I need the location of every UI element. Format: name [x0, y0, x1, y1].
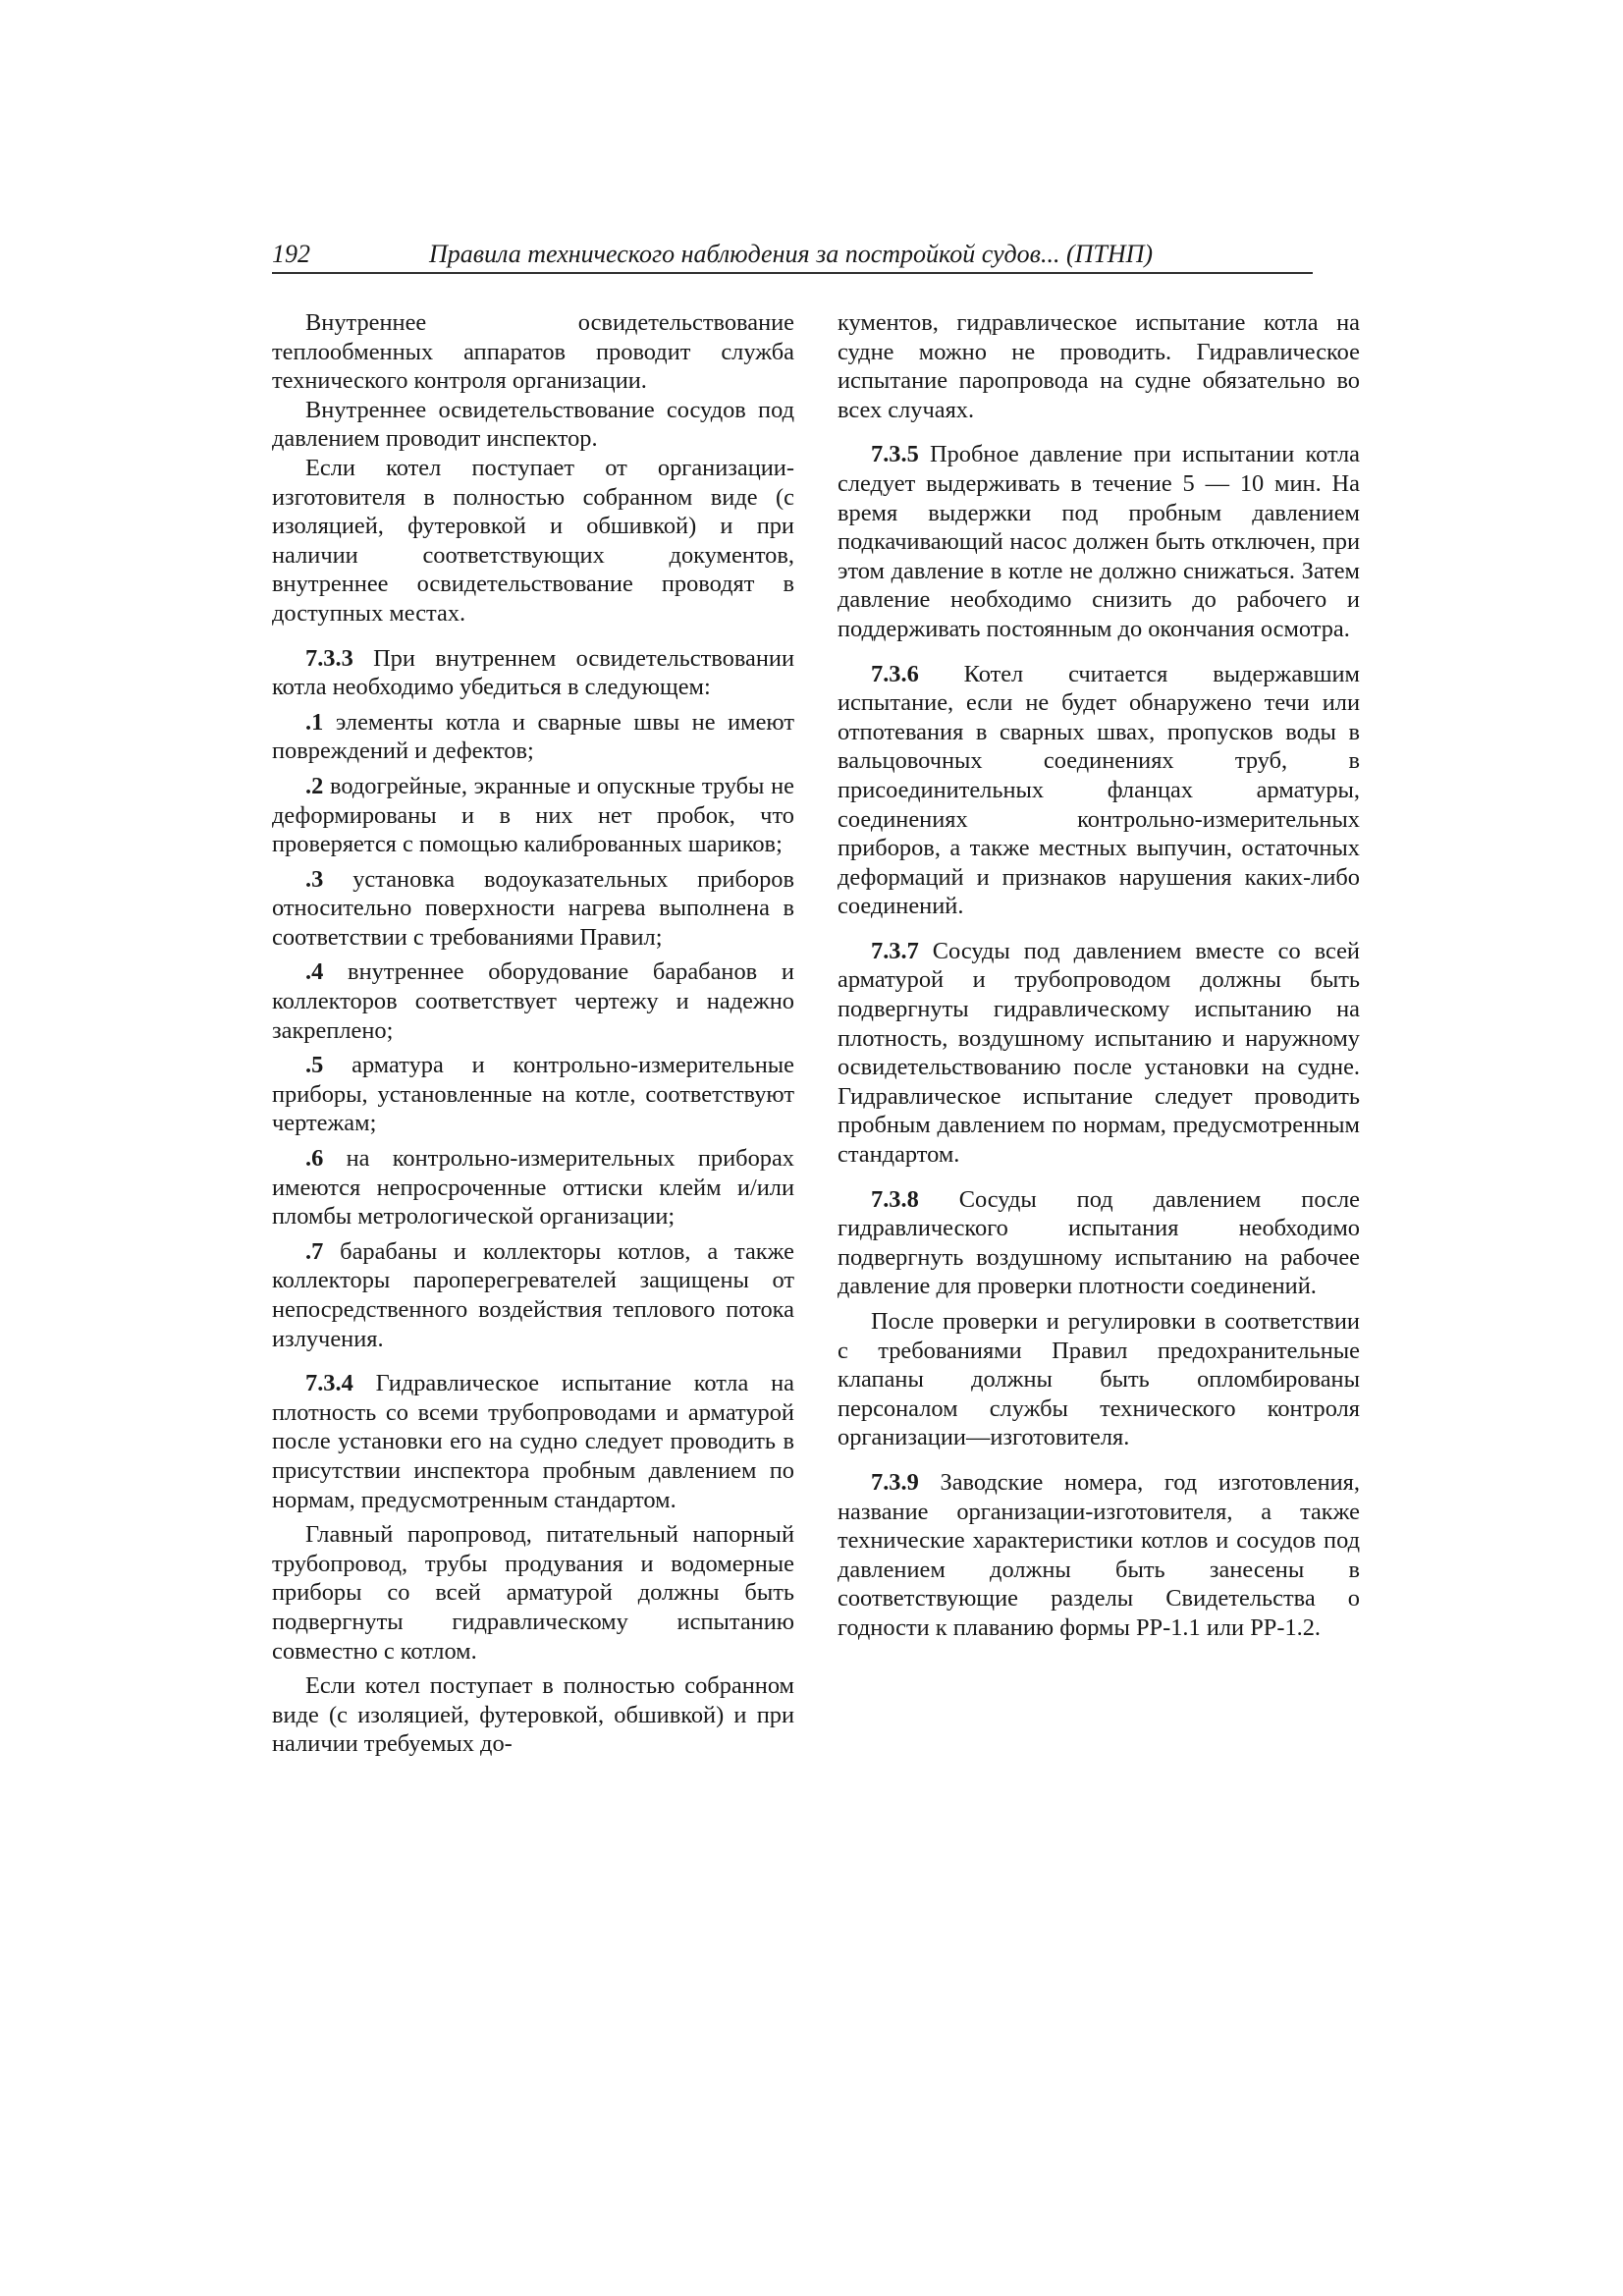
- section-7-3-6: [838, 660, 1360, 921]
- page-header: [272, 239, 1313, 274]
- list-item: [272, 1051, 794, 1138]
- paragraph: Внутреннее освидетельствование сосудов под давлением проводит инспектор.: [272, 396, 794, 453]
- section-7-3-9: [838, 1468, 1360, 1643]
- section-7-3-3: [272, 644, 794, 702]
- section-7-3-4: [272, 1369, 794, 1514]
- item-text: внутреннее оборудование барабанов и коллекторов соответствует чертежу и надежно закреплено;: [272, 958, 794, 1044]
- section-number: 7.3.6: [871, 660, 919, 687]
- item-text: на контрольно-измерительных приборах имеются непросроченные оттиски клейм и/или пломбы метрологической организации;: [272, 1145, 794, 1230]
- section-number: 7.3.7: [871, 937, 919, 964]
- section-number: 7.3.5: [871, 441, 919, 468]
- section-7-3-8: [838, 1185, 1360, 1301]
- section-text: Котел считается выдержавшим испытание, если не будет обнаружено течи или отпотевания в сварных швах, пропусков воды в вальцовочных соединениях труб, в присоединительных фланцах арматуры, соединениях контрольно-измерительных приборов, а также местных выпучин, остаточных деформаций и признаков нарушения каких-либо соединений.: [838, 660, 1360, 920]
- paragraph: Внутреннее освидетельствование теплообменных аппаратов проводит служба технического контроля организации.: [272, 309, 794, 395]
- section-7-3-7: [838, 937, 1360, 1170]
- item-number: .2: [305, 772, 324, 799]
- list-item: [272, 1237, 794, 1353]
- section-text: Сосуды под давлением после гидравлического испытания необходимо подвергнуть воздушному испытанию на рабочее давление для проверки плотности соединений.: [838, 1185, 1360, 1300]
- section-text: Заводские номера, год изготовления, название организации-изготовителя, а также технические характеристики котлов и сосудов под давлением должны быть занесены в соответствующие разделы Свидетельства о годности к плаванию формы РР-1.1 или РР-1.2.: [838, 1468, 1360, 1641]
- section-number: 7.3.4: [305, 1370, 353, 1397]
- item-text: установка водоуказательных приборов относительно поверхности нагрева выполнена в соответствии с требованиями Правил;: [272, 865, 794, 951]
- paragraph: Главный паропровод, питательный напорный трубопровод, трубы продувания и водомерные приборы со всей арматурой должны быть подвергнуты гидравлическому испытанию совместно с котлом.: [272, 1521, 794, 1665]
- item-text: арматура и контрольно-измерительные приборы, установленные на котле, соответствуют чертежам;: [272, 1052, 794, 1137]
- item-text: элементы котла и сварные швы не имеют повреждений и дефектов;: [272, 708, 794, 765]
- list-item: [272, 1144, 794, 1231]
- item-text: барабаны и коллекторы котлов, а также коллекторы пароперегревателей защищены от непосредственного воздействия теплового потока излучения.: [272, 1237, 794, 1352]
- section-text: Пробное давление при испытании котла следует выдерживать в течение 5 — 10 мин. На время выдержки под пробным давлением подкачивающий насос должен быть отключен, при этом давление в котле не должно снижаться. Затем давление необходимо снизить до рабочего и поддерживать постоянным до окончания осмотра.: [838, 441, 1360, 642]
- item-number: .5: [305, 1052, 324, 1079]
- item-number: .6: [305, 1145, 324, 1173]
- section-number: 7.3.9: [871, 1468, 919, 1496]
- page-number: 192: [272, 240, 310, 268]
- item-text: водогрейные, экранные и опускные трубы не деформированы и в них нет пробок, что проверяется с помощью калиброванных шариков;: [272, 772, 794, 858]
- paragraph-continued: кументов, гидравлическое испытание котла на судне можно не проводить. Гидравлическое испытание паропровода на судне обязательно во всех случаях.: [838, 309, 1360, 423]
- list-item: [272, 772, 794, 859]
- section-text: При внутреннем освидетельствовании котла необходимо убедиться в следующем:: [272, 644, 794, 701]
- paragraph: После проверки и регулировки в соответствии с требованиями Правил предохранительные клапаны должны быть опломбированы персоналом службы технического контроля организации—изготовителя.: [838, 1308, 1360, 1451]
- item-number: .4: [305, 958, 324, 986]
- section-number: 7.3.8: [871, 1185, 919, 1213]
- section-7-3-5: [838, 440, 1360, 643]
- paragraph: Если котел поступает от организации-изготовителя в полностью собранном виде (с изоляцией, футеровкой и обшивкой) и при наличии соответствующих документов, внутреннее освидетельствование проводят в доступных местах.: [272, 454, 794, 627]
- right-column: [838, 308, 1360, 1643]
- item-number: .7: [305, 1237, 324, 1265]
- list-item: [272, 865, 794, 953]
- list-item: [272, 708, 794, 766]
- left-column: [272, 308, 794, 1759]
- paragraph: Если котел поступает в полностью собранном виде (с изоляцией, футеровкой, обшивкой) и при наличии требуемых до-: [272, 1672, 794, 1758]
- item-number: .3: [305, 865, 324, 893]
- section-number: 7.3.3: [305, 644, 353, 672]
- section-text: Сосуды под давлением вместе со всей арматурой и трубопроводом должны быть подвергнуты гидравлическому испытанию на плотность, воздушному испытанию и наружному освидетельствованию после установки на судне. Гидравлическое испытание следует проводить пробным давлением по нормам, предусмотренным стандартом.: [838, 937, 1360, 1169]
- running-title: Правила технического наблюдения за постройкой судов... (ПТНП): [429, 240, 1154, 268]
- section-text: Гидравлическое испытание котла на плотность со всеми трубопроводами и арматурой после установки его на судно следует проводить в присутствии инспектора пробным давлением по нормам, предусмотренным стандартом.: [272, 1370, 794, 1513]
- list-item: [272, 957, 794, 1045]
- item-number: .1: [305, 708, 324, 736]
